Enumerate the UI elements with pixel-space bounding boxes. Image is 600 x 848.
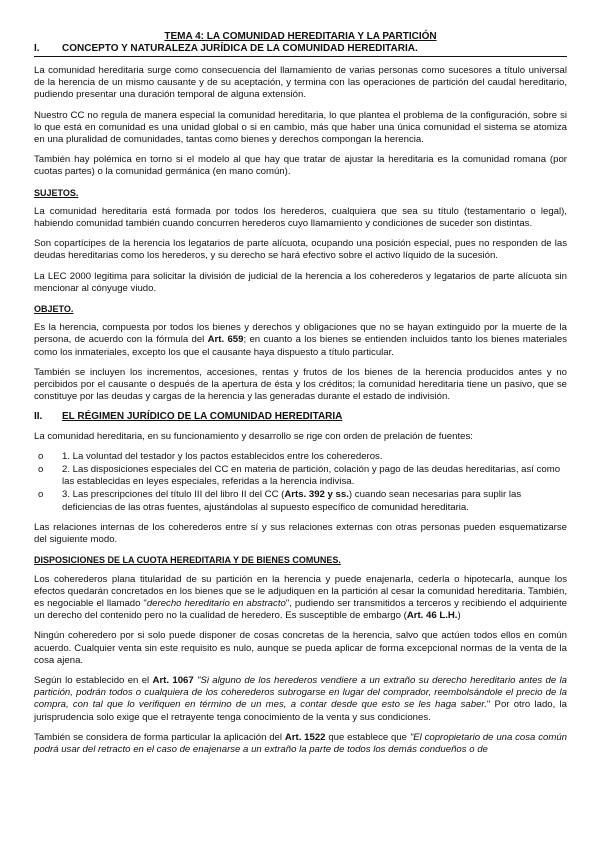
article-reference: Art. 1067 [152,674,194,686]
article-reference: Arts. 392 y ss. [284,489,349,501]
paragraph: La comunidad hereditaria está formada por todos los herederos, cualquiera que sea su título (testamentario o legal), habiendo comunidad también cuando concurren herederos cuyo llamamiento y condiciones de suceder son distintas. [34,205,567,230]
list-item-text [62,489,567,513]
paragraph [34,675,567,724]
section-title: EL RÉGIMEN JURÍDICO DE LA COMUNIDAD HEREDITARIA [62,411,343,423]
document-title: TEMA 4: LA COMUNIDAD HEREDITARIA Y LA PARTICIÓN [164,31,437,42]
subheading-sujetos: SUJETOS. [34,187,79,198]
paragraph: Ningún coheredero por si solo puede disponer de cosas concretas de la herencia, salvo que actúen todos ellos en común acuerdo. Cualquier venta sin este requisito es nulo, aunque se pueda aplicar de forma excepcional normas de la venta de la cosa ajena. [34,630,567,666]
document-content [34,31,567,764]
list-item [34,489,567,513]
italic-term: derecho hereditario en abstracto [146,597,286,609]
section-title: CONCEPTO Y NATURALEZA JURÍDICA DE LA COMUNIDAD HEREDITARIA. [62,43,418,54]
section-heading-1 [34,43,567,55]
paragraph [34,574,567,623]
article-reference: Art. 1522 [284,731,326,743]
text-run: Según lo establecido en el [34,674,153,686]
text-run: También se considera de forma particular la aplicación del [34,731,285,743]
paragraph: También se incluyen los incrementos, accesiones, rentas y frutos de los bienes de la herencia producidos antes y no percibidos por el causante o después de la apertura de ésta y los créditos; la comunidad hereditaria tiene un pasivo, que se constituye por las deudas y cargas de la herencia y las generadas durante el estado de indivisión. [34,366,567,403]
text-run: ; en cuanto a los bienes se entienden incluidos tanto los bienes materiales como los inmateriales, excepto los que el causante haya dispuesto a título particular. [34,334,568,358]
text-run: ) cuando sean necesarias para suplir las deficiencias de las otras fuentes, ajustándolas al supuesto específico de comunidad hereditaria. [62,489,522,513]
italic-quote: "Si alguno de los herederos vendiere a un extraño su derecho hereditario antes de la partición, podrán todos o cualquiera de los coherederos subrogarse en lugar del comprador, reembolsándole el precio de la compra, con tal que lo verifiquen en término de un mes, a contar desde que esto se les haga saber. [34,674,568,711]
paragraph: La comunidad hereditaria, en su funcionamiento y desarrollo se rige con orden de prelación de fuentes: [34,430,473,442]
sources-list [34,451,567,514]
text-run: 3. Las prescripciones del título III del libro II del CC ( [62,489,285,501]
paragraph: Nuestro CC no regula de manera especial la comunidad hereditaria, lo que plantea el problema de la configuración, sobre si lo que está en comunidad es una unidad global o si en cambio, más que haber una única comunidad el sistema se atomiza en una pluralidad de comunidades, tantas como bienes y derechos compongan la herencia. [34,109,567,146]
bullet: o [38,464,44,476]
paragraph: También hay polémica en torno si el modelo al que hay que tratar de ajustar la hereditaria es la comunidad romana (por cuotas partes) o la comunidad germánica (en mano común). [34,154,567,178]
subheading-disposiciones: DISPOSICIONES DE LA CUOTA HEREDITARIA Y DE BIENES COMUNES. [34,555,341,566]
paragraph: La LEC 2000 legitima para solicitar la división de judicial de la herencia a los coherederos y legatarios de parte alícuota sin mencionar al cónyuge viudo. [34,270,567,294]
paragraph: Son copartícipes de la herencia los legatarios de parte alícuota, ocupando una posición especial, pues no responden de las deudas hereditarias como los herederos, y su derecho se hará efectivo sobre el activo líquido de la sucesión. [34,238,567,262]
text-run: " Por otro lado, la jurisprudencia solo exige que el retrayente tenga conocimiento de la venta y sus condiciones. [34,699,567,723]
section-heading-2 [34,411,567,423]
text-run: ) [457,610,461,622]
italic-quote: "El copropietario de una cosa común podrá usar del retracto en el caso de enajenarse a un extraño la parte de todos los demás condueños o de [34,731,567,755]
text-run: que establece que [325,731,410,743]
text-run: Es la herencia, compuesta por todos los bienes y derechos y obligaciones que no se hayan extinguido por la muerte de la persona, de acuerdo con la fórmula del [34,322,567,346]
text-run: ", pudiendo ser transmitidos a terceros y recibiendo el adquiriente un derecho del contenido pero no la cualidad de heredero. Es susceptible de embargo ( [34,597,567,622]
article-reference: Art. 659 [207,334,244,346]
section-number: I. [34,43,40,54]
list-item-text: 1. La voluntad del testador y los pactos establecidos entre los coherederos. [62,450,383,462]
bullet: o [38,450,44,462]
paragraph [34,322,567,359]
article-reference: Art. 46 L.H. [406,610,458,622]
list-item [34,464,567,488]
heading-rule [34,56,567,57]
list-item-text: 2. Las disposiciones especiales del CC en materia de partición, colación y pago de las deudas hereditarias, así como las establecidas en leyes especiales, referidas a la herencia indivisa. [62,464,561,488]
section-number: II. [34,411,43,423]
bullet: o [38,489,44,501]
subheading-objeto: OBJETO. [34,304,74,315]
paragraph: La comunidad hereditaria surge como consecuencia del llamamiento de varias personas como sucesores a título universal de la herencia de un mismo causante y de su aceptación, y termina con las operaciones de partición del caudal hereditario, pudiendo presentar una duración temporal de alguna extensión. [34,65,567,101]
paragraph: Las relaciones internas de los coherederos entre sí y sus relaciones externas con otras personas pueden esquematizarse del siguiente modo. [34,521,567,546]
paragraph [34,732,567,756]
text-run: Los coherederos plana titularidad de su partición en la herencia y puede enajenarla, cederla o hipotecarla, aunque los efectos quedarán concretados en los bienes que se le adjudiquen en la partición al cesar la comunidad hereditaria. También, es negociable el llamado " [34,573,567,609]
list-item [34,451,567,463]
